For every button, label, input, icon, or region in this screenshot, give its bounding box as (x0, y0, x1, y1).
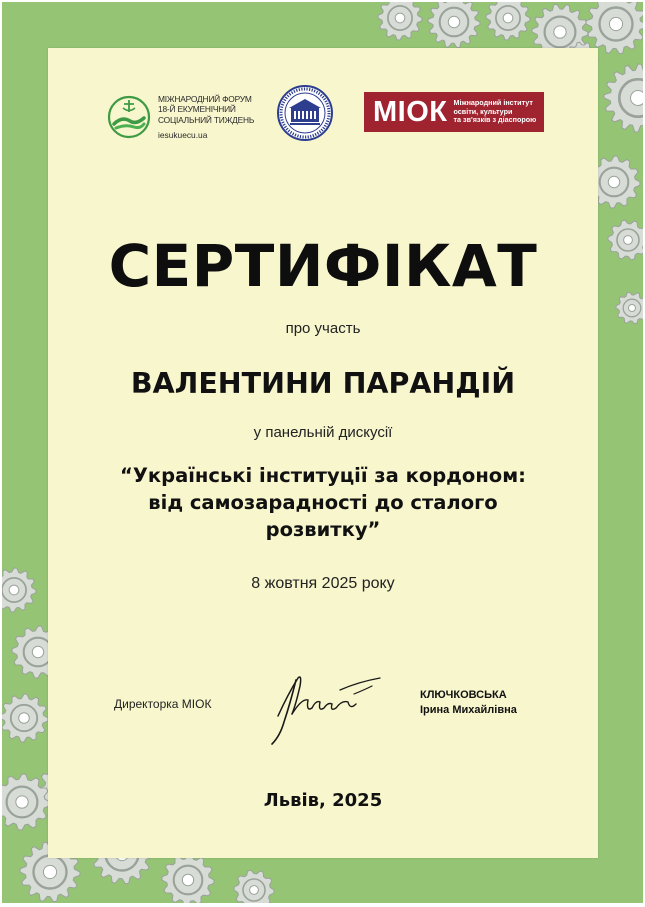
forum-title: МІЖНАРОДНИЙ ФОРУМ 18-Й ЕКУМЕНІЧНИЙ СОЦІАЛЬНИЙ ТИЖДЕНЬ (158, 94, 255, 125)
recipient-name: ВАЛЕНТИНИ ПАРАНДІЙ (130, 367, 516, 400)
hands-dove-icon (106, 94, 152, 140)
participation-label: про участь (285, 320, 361, 337)
gear-icon (486, 2, 530, 40)
gear-icon (428, 2, 480, 48)
signatory-given-names: Ірина Михайлівна (420, 704, 517, 716)
miok-logo (364, 92, 544, 132)
place-and-year: Львів, 2025 (263, 790, 383, 811)
gear-icon (608, 220, 643, 260)
signatory-surname: КЛЮЧКОВСЬКА (420, 689, 507, 701)
signatory-role: Директорка МІОК (114, 697, 212, 711)
miok-wordmark: МІОК (373, 96, 448, 128)
discussion-topic: “Українські інституції за кордоном: від самозарадності до сталого розвитку” (120, 464, 526, 541)
certificate-card (48, 48, 598, 858)
certificate-page (2, 2, 643, 903)
gear-icon (2, 568, 36, 612)
gear-icon (586, 2, 643, 54)
handwritten-signature (268, 664, 388, 748)
gear-icon (162, 854, 214, 903)
miok-description: Міжнародний інститут освіти, культури та зв'язків з діаспорою (453, 98, 537, 125)
gear-icon (2, 694, 48, 742)
gear-icon (234, 870, 274, 903)
forum-logo (106, 94, 266, 154)
gear-icon (2, 774, 50, 830)
gear-icon (616, 292, 643, 324)
gear-icon (604, 64, 643, 132)
event-date: 8 жовтня 2025 року (251, 575, 395, 592)
forum-site: iesukuecu.ua (158, 130, 208, 140)
university-building-seal-icon (276, 84, 334, 142)
event-type: у панельній дискусії (253, 424, 393, 441)
certificate-title: СЕРТИФІКАТ (108, 232, 538, 300)
gear-icon (378, 2, 422, 40)
